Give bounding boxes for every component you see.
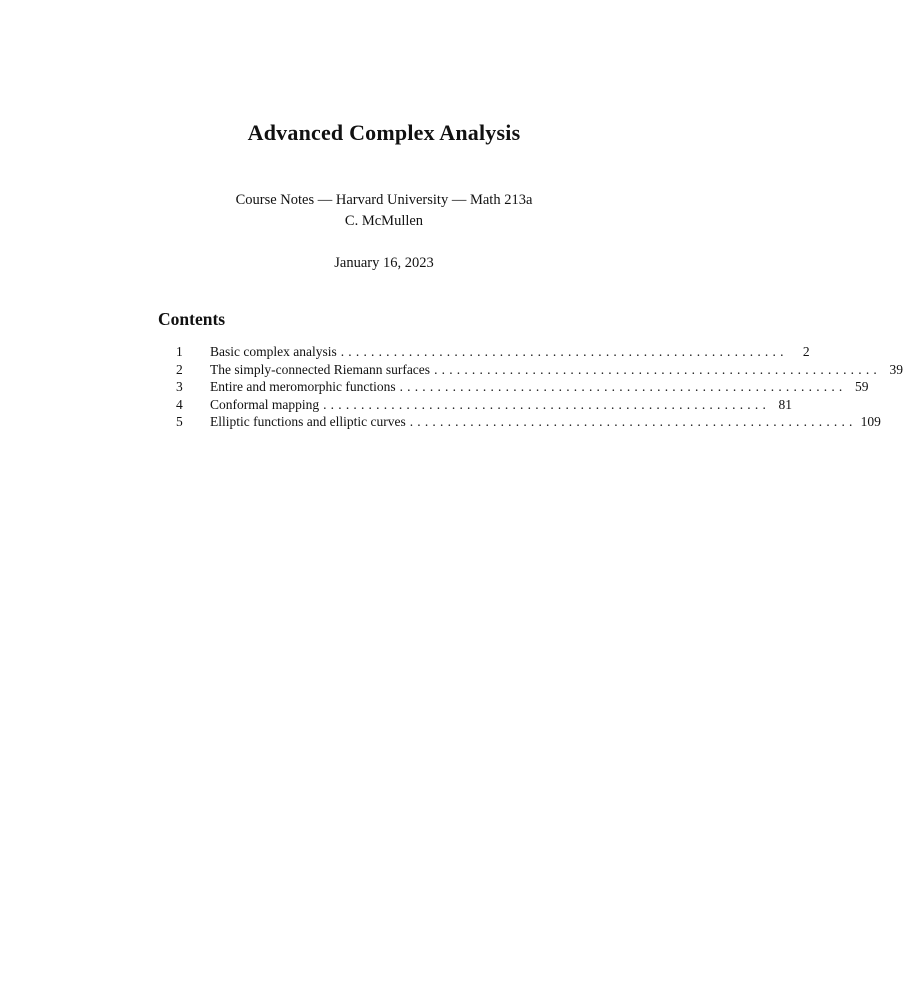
toc-entry-page[interactable]: 59 — [855, 379, 869, 394]
table-of-contents — [158, 343, 903, 431]
toc-entry-number: 1 — [176, 344, 183, 359]
toc-entry-page[interactable]: 2 — [802, 344, 810, 359]
toc-entry-title[interactable]: Basic complex analysis — [210, 344, 337, 359]
toc-entry-title[interactable]: Entire and meromorphic functions — [210, 379, 396, 394]
toc-leader-dots: ........................................................... — [434, 361, 881, 377]
toc-entry[interactable] — [158, 361, 903, 379]
toc-entry-number: 3 — [176, 379, 183, 394]
toc-leader-dots: ........................................................... — [340, 344, 788, 359]
toc-entry-title[interactable]: The simply-connected Riemann surfaces — [210, 361, 431, 377]
toc-entry-number: 2 — [176, 361, 183, 377]
toc-entry[interactable] — [158, 378, 869, 396]
toc-entry[interactable] — [158, 343, 810, 361]
document-author: C. McMullen — [344, 213, 424, 229]
document-date: January 16, 2023 — [334, 255, 434, 271]
toc-leader-dots: ........................................................... — [409, 414, 857, 429]
toc-entry-title[interactable]: Conformal mapping — [210, 396, 320, 412]
toc-leader-dots: ........................................................... — [323, 396, 771, 412]
toc-entry-number: 5 — [176, 414, 183, 429]
toc-entry-page[interactable]: 109 — [860, 414, 881, 429]
toc-entry-title[interactable]: Elliptic functions and elliptic curves — [210, 414, 406, 429]
document-subtitle: Course Notes — Harvard University — Math 213a — [235, 192, 533, 208]
toc-leader-dots: ........................................................... — [399, 379, 847, 394]
toc-entry[interactable] — [158, 413, 881, 431]
toc-entry-page[interactable]: 81 — [778, 396, 793, 412]
toc-entry-number: 4 — [176, 396, 183, 412]
toc-entry-page[interactable]: 39 — [889, 361, 903, 377]
toc-entry[interactable] — [158, 396, 793, 414]
contents-heading: Contents — [158, 309, 226, 329]
document-title: Advanced Complex Analysis — [247, 120, 521, 145]
